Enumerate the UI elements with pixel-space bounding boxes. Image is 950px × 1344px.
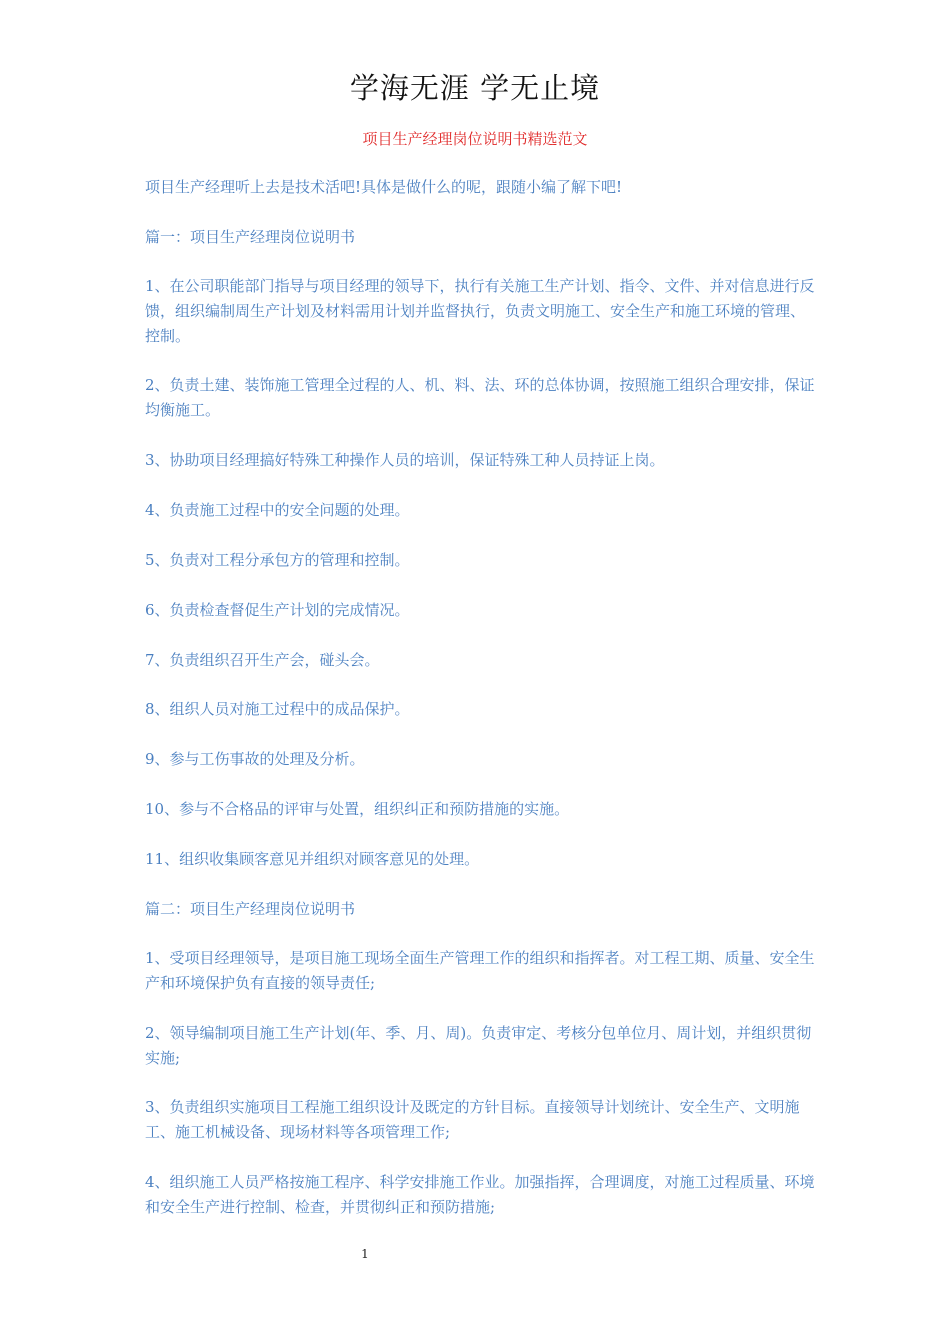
section2-item-1: 1、受项目经理领导，是项目施工现场全面生产管理工作的组织和指挥者。对工程工期、质量、安全生产和环境保护负有直接的领导责任; — [145, 949, 815, 992]
page-number: 1 — [361, 1247, 369, 1261]
page-banner: 学海无涯 学无止境 — [349, 71, 601, 105]
section1-item-4: 4、负责施工过程中的安全问题的处理。 — [145, 501, 410, 519]
section2-item-2: 2、领导编制项目施工生产计划(年、季、月、周)。负责审定、考核分包单位月、周计划，并组织贯彻实施; — [145, 1024, 812, 1067]
section1-item-1: 1、在公司职能部门指导与项目经理的领导下，执行有关施工生产计划、指令、文件、并对信息进行反馈，组织编制周生产计划及材料需用计划并监督执行，负责文明施工、安全生产和施工环境的管理、控制。 — [145, 277, 815, 345]
section1-item-8: 8、组织人员对施工过程中的成品保护。 — [145, 700, 410, 718]
section1-item-5: 5、负责对工程分承包方的管理和控制。 — [145, 551, 410, 569]
section2-heading: 篇二：项目生产经理岗位说明书 — [145, 900, 356, 918]
section1-item-10: 10、参与不合格品的评审与处置，组织纠正和预防措施的实施。 — [145, 800, 570, 818]
section1-item-3: 3、协助项目经理搞好特殊工种操作人员的培训，保证特殊工种人员持证上岗。 — [145, 451, 665, 469]
section1-item-2: 2、负责土建、装饰施工管理全过程的人、机、料、法、环的总体协调，按照施工组织合理安排，保证均衡施工。 — [145, 376, 815, 419]
section1-heading: 篇一：项目生产经理岗位说明书 — [145, 228, 356, 246]
section2-item-4: 4、组织施工人员严格按施工程序、科学安排施工作业。加强指挥，合理调度，对施工过程质量、环境和安全生产进行控制、检查，并贯彻纠正和预防措施; — [145, 1173, 815, 1216]
section2-item-3: 3、负责组织实施项目工程施工组织设计及既定的方针目标。直接领导计划统计、安全生产、文明施工、施工机械设备、现场材料等各项管理工作; — [145, 1098, 800, 1141]
document-title: 项目生产经理岗位说明书精选范文 — [362, 130, 588, 148]
section1-item-9: 9、参与工伤事故的处理及分析。 — [145, 750, 365, 768]
section1-item-11: 11、组织收集顾客意见并组织对顾客意见的处理。 — [145, 850, 480, 868]
section1-item-7: 7、负责组织召开生产会，碰头会。 — [145, 651, 380, 669]
section1-item-6: 6、负责检查督促生产计划的完成情况。 — [145, 601, 410, 619]
intro-paragraph: 项目生产经理听上去是技术活吧!具体是做什么的呢，跟随小编了解下吧! — [145, 178, 623, 196]
